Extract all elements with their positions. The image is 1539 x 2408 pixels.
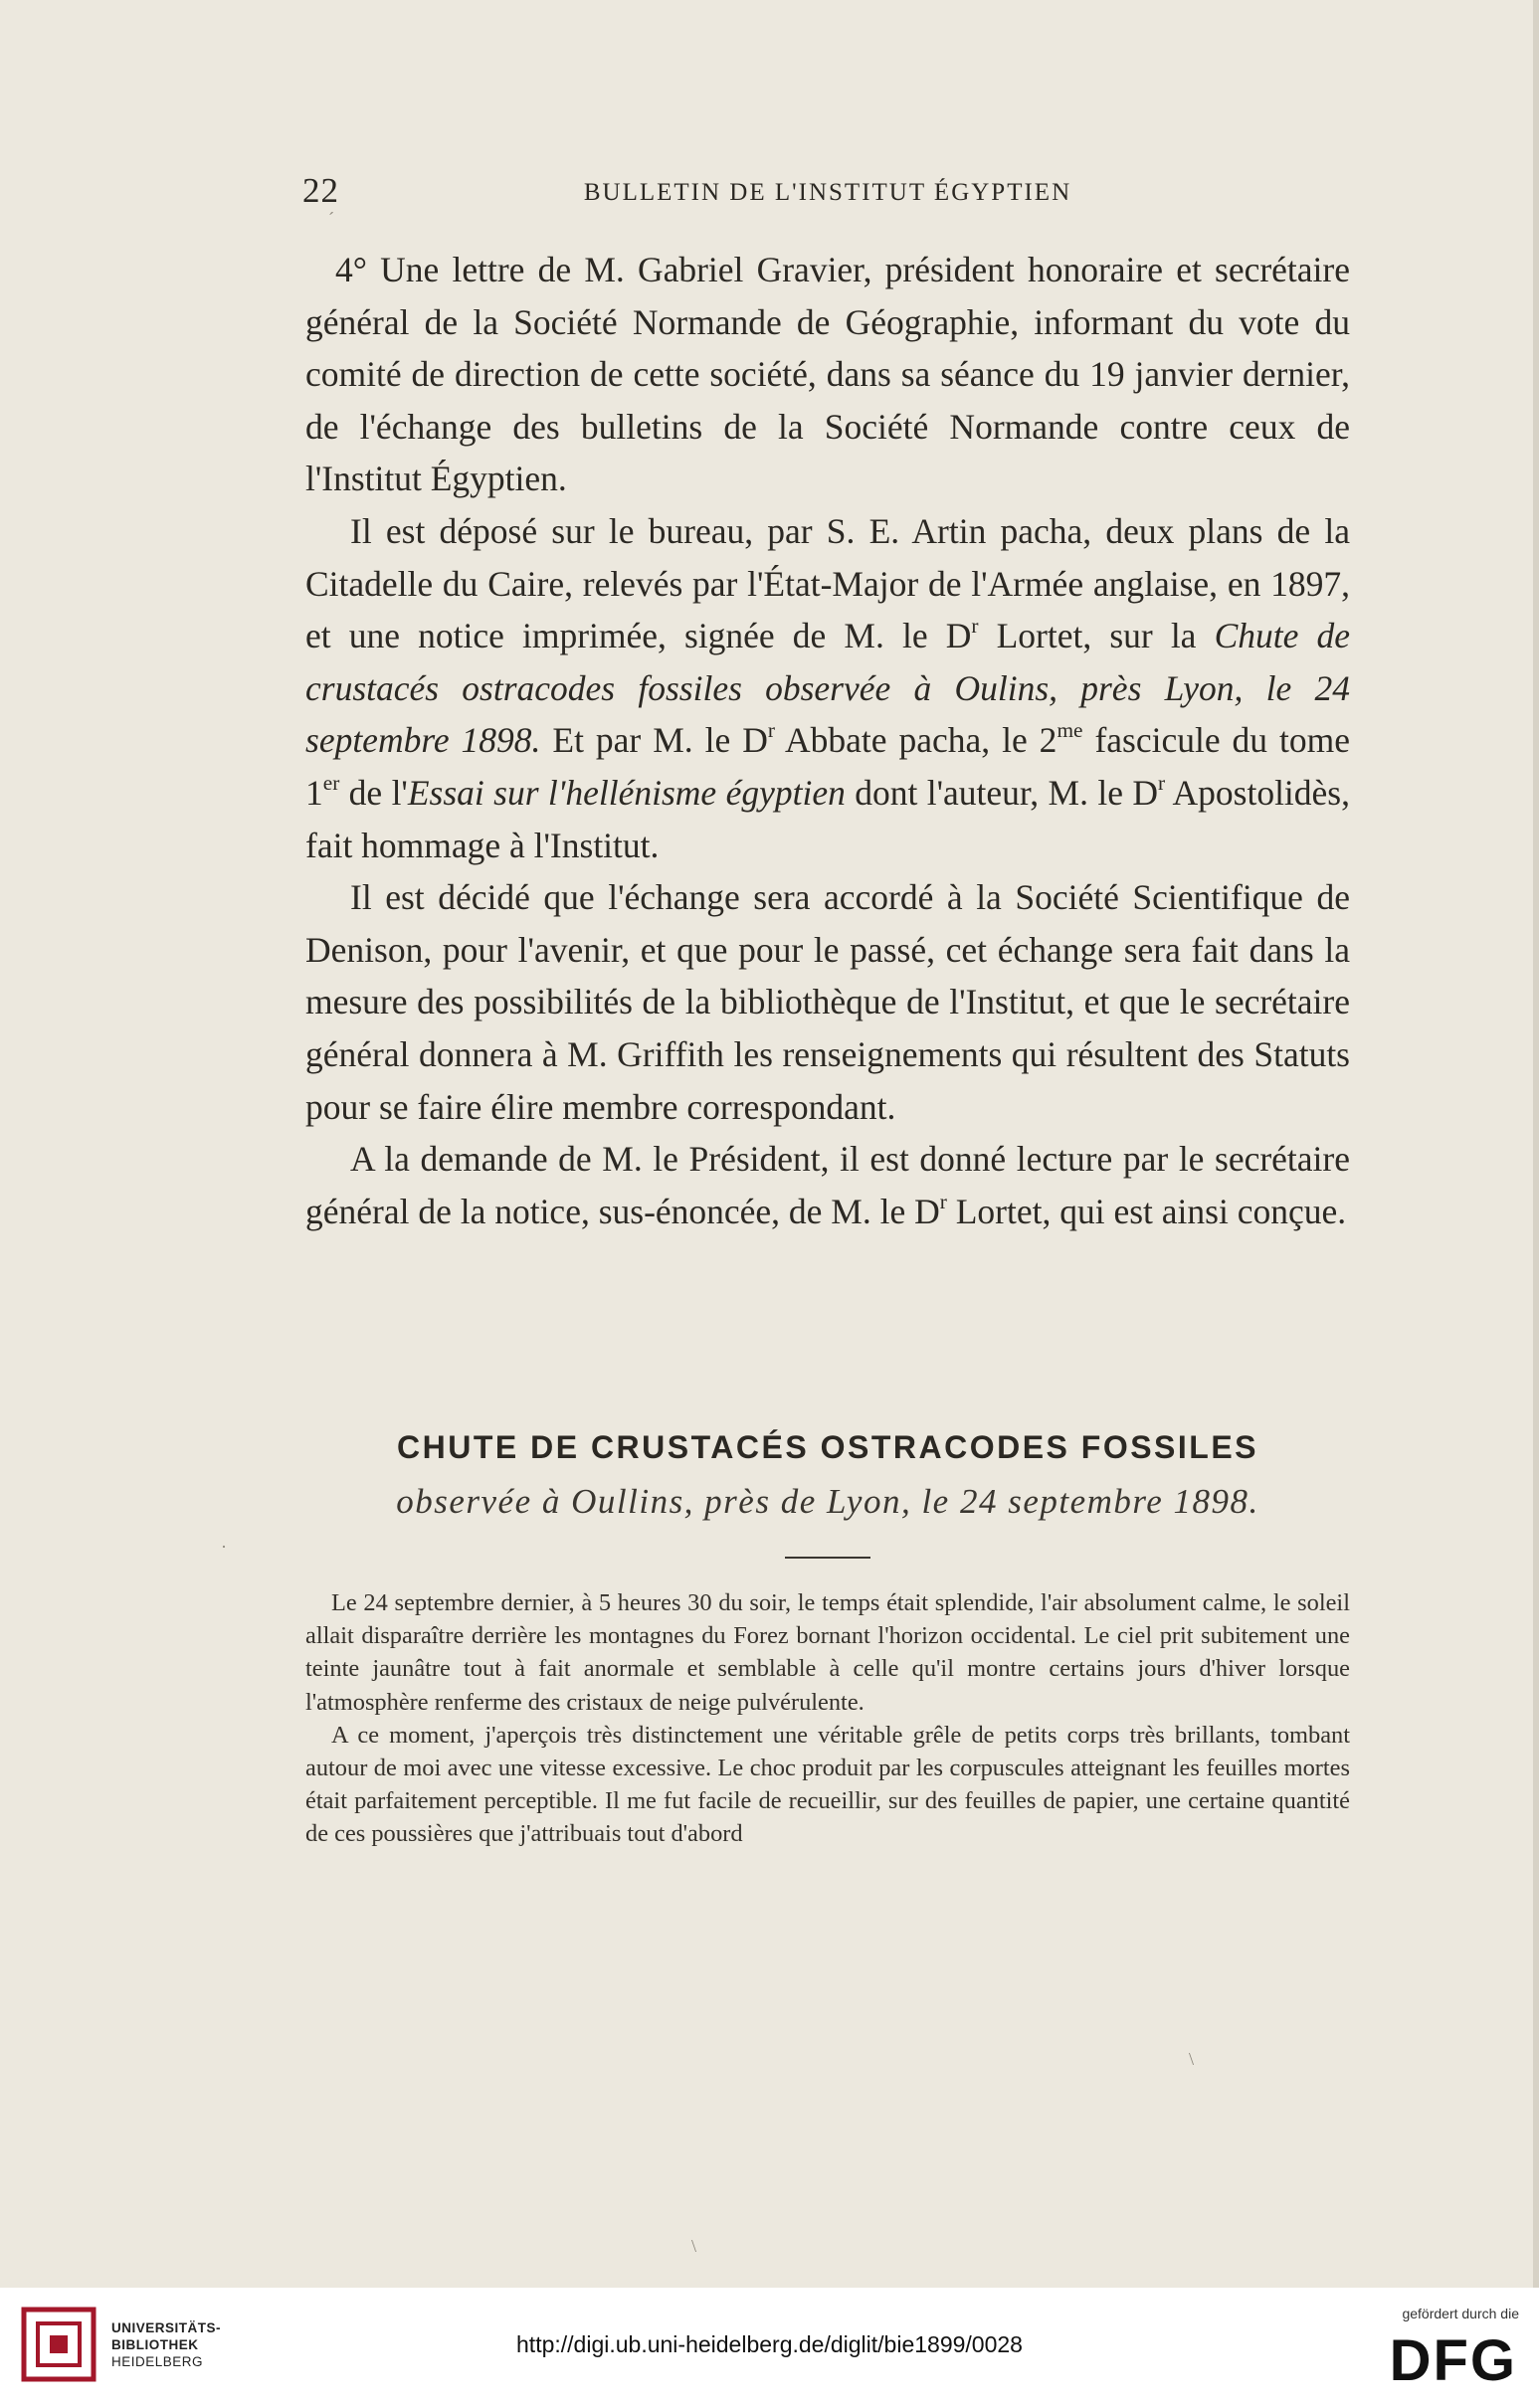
page-number: 22 [302, 171, 339, 210]
article-title: CHUTE DE CRUSTACÉS OSTRACODES FOSSILES [396, 1429, 1259, 1465]
paragraph-reading [305, 1133, 1350, 1237]
scan-speck: \ [1189, 2049, 1195, 2069]
text-run: Il est déposé sur le bureau, par S. E. Artin pacha, deux plans de la Citadelle du Caire, relevés par l'État-Major de l'Armée anglaise, en 1897, et une notice imprimée, signée de M. le D [305, 510, 1350, 656]
superscript: er [322, 771, 340, 796]
superscript: r [1157, 771, 1166, 796]
article-subtitle: observée à Oullins, près de Lyon, le 24 septembre 1898. [396, 1482, 1259, 1521]
text-run: fascicule du tome 1 [305, 720, 1351, 813]
italic-title: Chute de crustacés ostracodes fossiles observée à Oulins, près Lyon, le 24 septembre 1898. [305, 616, 1350, 761]
scan-edge [1533, 0, 1539, 2288]
body-text [305, 244, 1350, 1237]
scan-speck: · [221, 1537, 227, 1557]
digitization-footer [0, 2288, 1539, 2408]
text-run: Lortet, qui est ainsi conçue. [946, 1191, 1347, 1231]
article-paragraph: Le 24 septembre dernier, à 5 heures 30 du soir, le temps était splendide, l'air absolument calme, le soleil allait disparaître derrière les montagnes du Forez bornant l'horizon occidental. Le ciel prit subitement une teinte jaunâtre tout à fait anormale et semblable à celle qu'il montre certains jours d'hiver lorsque l'atmosphère renferme des cristaux de neige pulvérulente. [305, 1589, 1350, 1716]
funded-by-label: gefördert durch die [1402, 2306, 1519, 2321]
library-name-line: BIBLIOTHEK [111, 2337, 199, 2352]
text-run: Abbate pacha, le 2 [774, 720, 1058, 761]
italic-title: Essai sur l'hellénisme égyptien [407, 772, 846, 813]
text-run: de l' [339, 772, 408, 813]
dfg-logo: DFG [1389, 2328, 1517, 2393]
scan-speck: \ [691, 2236, 697, 2256]
text-run: Lortet, sur la [978, 616, 1215, 656]
article-text [305, 1586, 1350, 1851]
scan-speck: ´ [328, 209, 334, 229]
running-title: BULLETIN DE L'INSTITUT ÉGYPTIEN [583, 179, 1072, 206]
paragraph-deposit [305, 505, 1350, 871]
text-run: Apostolidès, fait hommage à l'Institut. [305, 772, 1350, 865]
library-name-line: UNIVERSITÄTS- [111, 2320, 222, 2335]
library-name-line: HEIDELBERG [111, 2354, 204, 2369]
superscript: r [971, 614, 979, 639]
text-run: Et par M. le D [540, 720, 768, 761]
page-header [302, 171, 1353, 221]
permalink-url[interactable]: http://digi.ub.uni-heidelberg.de/diglit/bie1899/0028 [516, 2331, 1023, 2357]
article-heading [305, 1417, 1350, 1559]
article-paragraph: A ce moment, j'aperçois très distinctement une véritable grêle de petits corps très brillants, tombant autour de moi avec une vitesse excessive. Le choc produit par les corpuscules atteignant les feuilles mortes était parfaitement perceptible. Il me fut facile de recueillir, sur des feuilles de papier, une certaine quantité de ces poussières que j'attribuais tout d'abord [305, 1721, 1350, 1848]
text-run: A la demande de M. le Président, il est donné lecture par le secrétaire général de la notice, sus-énoncée, de M. le D [305, 1139, 1350, 1231]
superscript: r [939, 1189, 947, 1213]
text-run: dont l'auteur, M. le D [845, 772, 1158, 813]
divider-rule [785, 1557, 870, 1559]
superscript: me [1057, 718, 1083, 743]
paragraph-exchange: Il est décidé que l'échange sera accordé à la Société Scientifique de Denison, pour l'avenir, et que pour le passé, cet échange sera fait dans la mesure des possibilités de la bibliothèque de l'Institut, et que le secrétaire général donnera à M. Griffith les renseignements qui résultent des Statuts pour se faire élire membre correspondant. [305, 877, 1350, 1127]
superscript: r [767, 718, 775, 743]
paragraph-letter: 4° Une lettre de M. Gabriel Gravier, président honoraire et secrétaire général de la Société Normande de Géographie, informant du vote du comité de direction de cette société, dans sa séance du 19 janvier dernier, de l'échange des bulletins de la Société Normande contre ceux de l'Institut Égyptien. [305, 250, 1350, 499]
